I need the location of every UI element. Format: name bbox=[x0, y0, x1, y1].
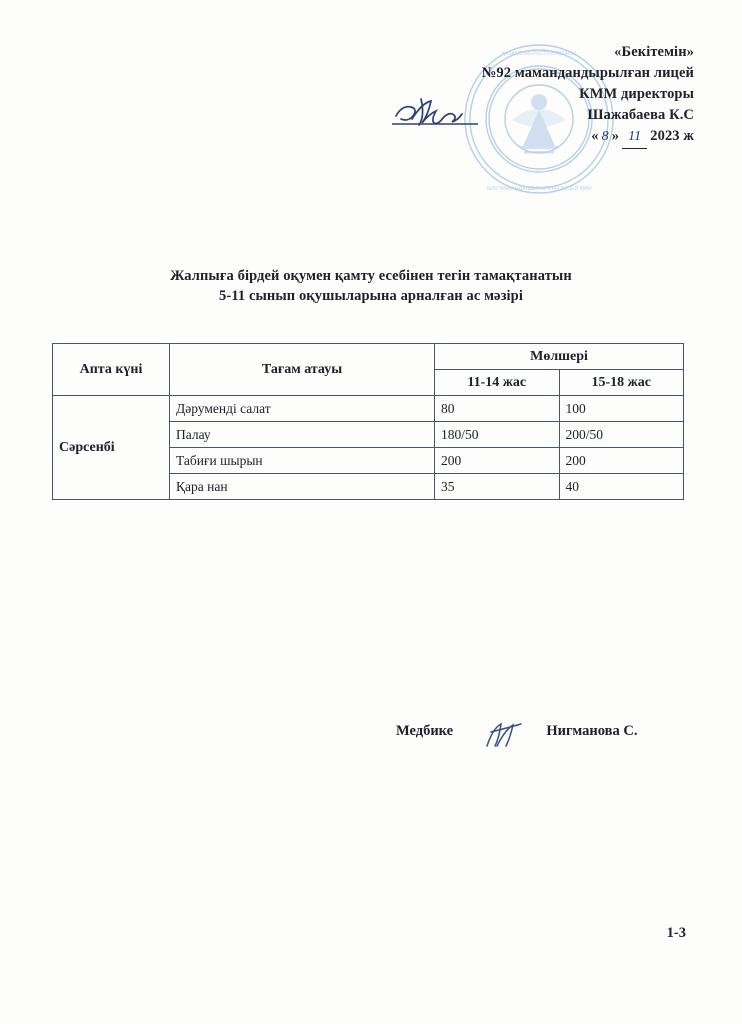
cell-dish: Дәруменді салат bbox=[170, 396, 435, 422]
document-title-line-2: 5-11 сынып оқушыларына арналған ас мәзірі bbox=[219, 288, 523, 304]
cell-amount-11-14: 80 bbox=[435, 396, 560, 422]
table-header-row-1 bbox=[53, 344, 684, 370]
menu-table-container bbox=[52, 343, 684, 500]
director-signature-line bbox=[384, 105, 694, 126]
document-title bbox=[0, 266, 742, 306]
cell-day: Сәрсенбі bbox=[53, 396, 170, 500]
cell-amount-11-14: 200 bbox=[435, 448, 560, 474]
cell-dish: Табиғи шырын bbox=[170, 448, 435, 474]
approval-line-3: КММ директоры bbox=[579, 86, 694, 102]
cell-amount-15-18: 200/50 bbox=[559, 422, 684, 448]
cell-dish: Палау bbox=[170, 422, 435, 448]
header-age-group-1: 11-14 жас bbox=[435, 370, 560, 396]
director-name: Шажабаева К.С bbox=[587, 107, 694, 123]
header-dish: Тағам атауы bbox=[170, 344, 435, 396]
document-title-line-1: Жалпыға бірдей оқумен қамту есебінен тегін тамақтанатын bbox=[170, 268, 572, 284]
header-day: Апта күні bbox=[53, 344, 170, 396]
menu-table bbox=[52, 343, 684, 500]
date-day-handwritten: 8 bbox=[601, 129, 609, 144]
approval-line-1: «Бекітемін» bbox=[614, 44, 694, 60]
date-month-handwritten: 11 bbox=[622, 126, 647, 149]
cell-dish: Қара нан bbox=[170, 474, 435, 500]
nurse-signature bbox=[479, 722, 533, 748]
approval-line-2: №92 мамандандырылған лицей bbox=[481, 65, 694, 81]
cell-amount-11-14: 180/50 bbox=[435, 422, 560, 448]
header-amount: Мөлшері bbox=[435, 344, 684, 370]
date-close-quote: » bbox=[611, 128, 620, 144]
table-row bbox=[53, 396, 684, 422]
cell-amount-15-18: 100 bbox=[559, 396, 684, 422]
header-age-group-2: 15-18 жас bbox=[559, 370, 684, 396]
approval-date-line bbox=[384, 126, 694, 149]
nurse-role-label: Медбике bbox=[396, 722, 454, 739]
svg-text:ҚАЗАҚСТАН РЕСПУБЛИКАСЫ: ҚАЗАҚСТАН РЕСПУБЛИКАСЫ bbox=[501, 51, 577, 57]
nurse-signature-block bbox=[396, 722, 686, 741]
page-number: 1-3 bbox=[666, 925, 686, 941]
cell-amount-15-18: 40 bbox=[559, 474, 684, 500]
date-open-quote: « bbox=[591, 128, 599, 144]
cell-amount-11-14: 35 bbox=[435, 474, 560, 500]
menu-table-body bbox=[53, 396, 684, 500]
nurse-name: Нигманова С. bbox=[546, 722, 638, 739]
date-year: 2023 ж bbox=[650, 128, 694, 144]
svg-text:№92 МАМАНДАНДЫРЫЛҒАН ЛИЦЕЙ КММ: №92 МАМАНДАНДЫРЫЛҒАН ЛИЦЕЙ КММ bbox=[486, 186, 592, 192]
approval-block bbox=[384, 42, 694, 149]
cell-amount-15-18: 200 bbox=[559, 448, 684, 474]
